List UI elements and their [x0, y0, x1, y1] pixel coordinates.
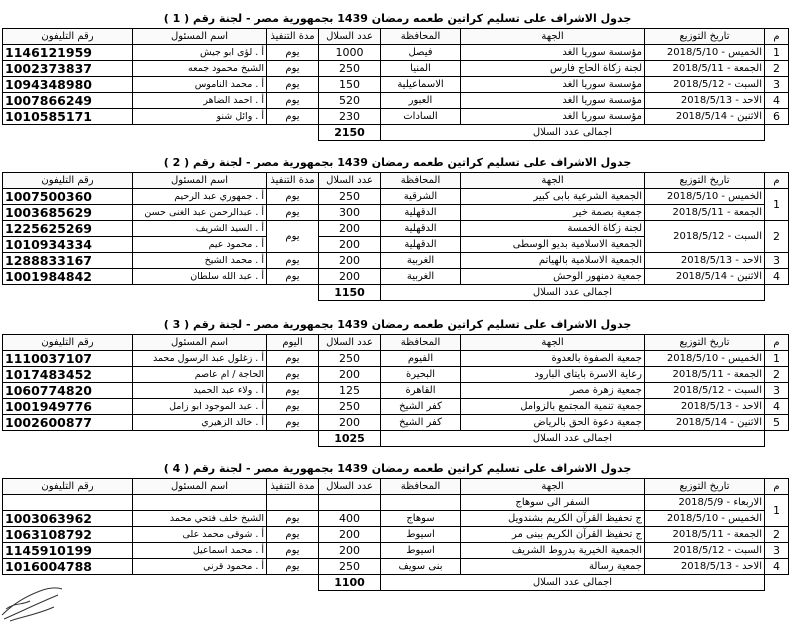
- cell-duration: يوم: [267, 109, 319, 125]
- header-duration: مدة التنفيذ: [267, 29, 319, 45]
- cell-count: 250: [319, 189, 381, 205]
- cell-org: جمعية الصفوة بالعدوة: [461, 351, 645, 367]
- cell-count: 250: [319, 351, 381, 367]
- cell-gov: الغربية: [381, 269, 461, 285]
- table-row: [3, 253, 789, 269]
- cell-count: 200: [319, 221, 381, 237]
- cell-org: لجنة زكاة الحاج فارس: [461, 61, 645, 77]
- cell-org: جمعية تنمية المجتمع بالزوامل: [461, 399, 645, 415]
- cell-org: السفر الى سوهاج: [461, 495, 645, 511]
- table-row: [3, 189, 789, 205]
- cell-gov: كفر الشيخ: [381, 399, 461, 415]
- cell-phone: 1063108792: [3, 527, 133, 543]
- cell-date: الجمعة - 2018/5/11: [645, 367, 765, 383]
- cell-count: 150: [319, 77, 381, 93]
- total-row: [3, 285, 789, 301]
- cell-org: الجمعية الاسلامية بديو الوسطى: [461, 237, 645, 253]
- cell-duration: يوم: [267, 189, 319, 205]
- cell-org: جمعية رسالة: [461, 559, 645, 575]
- cell-date: الاحد - 2018/5/13: [645, 93, 765, 109]
- header-phone: رقم التليفون: [3, 335, 133, 351]
- cell-duration: يوم: [267, 511, 319, 527]
- cell-duration: يوم: [267, 93, 319, 109]
- cell-duration: يوم: [267, 269, 319, 285]
- cell-gov: الشرقية: [381, 189, 461, 205]
- cell-name: أ . ولاء عبد الحميد: [133, 383, 267, 399]
- cell-m: 6: [765, 109, 789, 125]
- cell-gov: بنى سويف: [381, 559, 461, 575]
- cell-date: الخميس - 2018/5/10: [645, 189, 765, 205]
- cell-name: أ . محمد الناموس: [133, 77, 267, 93]
- table-row: [3, 109, 789, 125]
- cell-name: أ . محمد الشيخ: [133, 253, 267, 269]
- cell-count: 125: [319, 383, 381, 399]
- header-gov: المحافظة: [381, 173, 461, 189]
- header-m: م: [765, 479, 789, 495]
- header-count: عدد السلال: [319, 173, 381, 189]
- header-gov: المحافظة: [381, 479, 461, 495]
- header-org: الجهة: [461, 173, 645, 189]
- cell-m: 3: [765, 543, 789, 559]
- cell-phone: 1002373837: [3, 61, 133, 77]
- total-value: 1150: [319, 285, 381, 301]
- cell-duration: يوم: [267, 221, 319, 253]
- header-phone: رقم التليفون: [3, 479, 133, 495]
- cell-name: أ . محمود قرني: [133, 559, 267, 575]
- table-row: [3, 543, 789, 559]
- cell-phone: 1146121959: [3, 45, 133, 61]
- cell-gov: [381, 495, 461, 511]
- cell-gov: الفيوم: [381, 351, 461, 367]
- cell-gov: الغربية: [381, 253, 461, 269]
- cell-duration: [267, 495, 319, 511]
- table-row: [3, 559, 789, 575]
- cell-org: جمعية دمنهور الوحش: [461, 269, 645, 285]
- table-row: [3, 383, 789, 399]
- cell-date: الاحد - 2018/5/13: [645, 399, 765, 415]
- table-row: [3, 77, 789, 93]
- cell-duration: يوم: [267, 351, 319, 367]
- cell-phone: 1145910199: [3, 543, 133, 559]
- cell-phone: 1110037107: [3, 351, 133, 367]
- cell-gov: الدقهلية: [381, 237, 461, 253]
- cell-name: أ . شوقى محمد على: [133, 527, 267, 543]
- cell-org: مؤسسة سوريا الغد: [461, 109, 645, 125]
- cell-m: 2: [765, 527, 789, 543]
- table-row: [3, 61, 789, 77]
- header-date: تاريخ التوزيع: [645, 335, 765, 351]
- cell-gov: اسيوط: [381, 527, 461, 543]
- table-header-row: [3, 173, 789, 189]
- cell-duration: يوم: [267, 527, 319, 543]
- cell-duration: يوم: [267, 45, 319, 61]
- cell-date: السبت - 2018/5/12: [645, 77, 765, 93]
- cell-phone: 1010585171: [3, 109, 133, 125]
- header-name: اسم المسئول: [133, 479, 267, 495]
- cell-date: الجمعة - 2018/5/11: [645, 61, 765, 77]
- cell-m: 5: [765, 415, 789, 431]
- table-row: [3, 415, 789, 431]
- cell-name: أ . السيد الشريف: [133, 221, 267, 237]
- cell-duration: يوم: [267, 77, 319, 93]
- total-value: 1100: [319, 575, 381, 591]
- table-row: [3, 45, 789, 61]
- committee-title: جدول الاشراف على تسليم كراتين طعمه رمضان 1439 بجمهورية مصر - لجنة رقم ( 4 ): [163, 462, 632, 475]
- cell-count: 200: [319, 527, 381, 543]
- table-row: [3, 269, 789, 285]
- total-value: 1025: [319, 431, 381, 447]
- cell-count: 200: [319, 237, 381, 253]
- cell-phone: 1225625269: [3, 221, 133, 237]
- cell-gov: فيصل: [381, 45, 461, 61]
- cell-gov: كفر الشيخ: [381, 415, 461, 431]
- header-date: تاريخ التوزيع: [645, 479, 765, 495]
- handwritten-signature: [0, 575, 66, 625]
- cell-count: 520: [319, 93, 381, 109]
- cell-phone: 1001984842: [3, 269, 133, 285]
- cell-phone: 1016004788: [3, 559, 133, 575]
- header-org: الجهة: [461, 29, 645, 45]
- cell-date: الاربعاء - 2018/5/9: [645, 495, 765, 511]
- cell-org: رعاية الاسرة بايتاى البارود: [461, 367, 645, 383]
- cell-gov: الاسماعيلية: [381, 77, 461, 93]
- cell-count: 1000: [319, 45, 381, 61]
- table-header-row: [3, 335, 789, 351]
- committee-table: [2, 478, 789, 591]
- cell-name: أ . جمهوري عبد الرحيم: [133, 189, 267, 205]
- committee-table: [2, 172, 789, 301]
- cell-phone: 1003685629: [3, 205, 133, 221]
- cell-duration: يوم: [267, 253, 319, 269]
- cell-date: الجمعة - 2018/5/11: [645, 527, 765, 543]
- cell-name: الحاجة / ام عاصم: [133, 367, 267, 383]
- total-row: [3, 575, 789, 591]
- table-header-row: [3, 29, 789, 45]
- cell-phone: 1060774820: [3, 383, 133, 399]
- cell-org: جمعية دعوة الحق بالرياض: [461, 415, 645, 431]
- cell-m: 3: [765, 383, 789, 399]
- cell-date: الخميس - 2018/5/10: [645, 511, 765, 527]
- cell-name: أ . محمود عيم: [133, 237, 267, 253]
- cell-name: أ . خالد الزهيري: [133, 415, 267, 431]
- header-day: اليوم: [267, 335, 319, 351]
- committee-table: [2, 28, 789, 141]
- cell-duration: يوم: [267, 559, 319, 575]
- cell-date: الخميس - 2018/5/10: [645, 45, 765, 61]
- header-date: تاريخ التوزيع: [645, 29, 765, 45]
- table-row: [3, 511, 789, 527]
- cell-count: 300: [319, 205, 381, 221]
- cell-gov: الدقهلية: [381, 221, 461, 237]
- cell-name: أ . لؤى ابو جيش: [133, 45, 267, 61]
- cell-name: [133, 495, 267, 511]
- header-org: الجهة: [461, 335, 645, 351]
- cell-m: 1: [765, 495, 789, 527]
- cell-gov: البحيرة: [381, 367, 461, 383]
- cell-date: الخميس - 2018/5/10: [645, 351, 765, 367]
- cell-count: 200: [319, 253, 381, 269]
- cell-count: 200: [319, 269, 381, 285]
- cell-date: السبت - 2018/5/12: [645, 543, 765, 559]
- header-count: عدد السلال: [319, 29, 381, 45]
- cell-org: مؤسسة سوريا الغد: [461, 45, 645, 61]
- cell-phone: 1288833167: [3, 253, 133, 269]
- cell-m: 3: [765, 77, 789, 93]
- cell-duration: يوم: [267, 543, 319, 559]
- cell-m: 2: [765, 367, 789, 383]
- cell-count: 400: [319, 511, 381, 527]
- cell-m: 1: [765, 189, 789, 221]
- cell-name: الشيخ محمود جمعه: [133, 61, 267, 77]
- cell-phone: [3, 495, 133, 511]
- cell-org: جمعية بصمة خير: [461, 205, 645, 221]
- header-phone: رقم التليفون: [3, 173, 133, 189]
- header-m: م: [765, 335, 789, 351]
- header-m: م: [765, 173, 789, 189]
- cell-date: الاثنين - 2018/5/14: [645, 269, 765, 285]
- cell-gov: سوهاج: [381, 511, 461, 527]
- cell-date: الجمعة - 2018/5/11: [645, 205, 765, 221]
- cell-org: مؤسسة سوريا الغد: [461, 77, 645, 93]
- cell-count: 200: [319, 415, 381, 431]
- cell-phone: 1001949776: [3, 399, 133, 415]
- header-gov: المحافظة: [381, 29, 461, 45]
- header-duration: مدة التنفيذ: [267, 479, 319, 495]
- cell-gov: اسيوط: [381, 543, 461, 559]
- cell-org: ج تحفيظ القرآن الكريم بشندويل: [461, 511, 645, 527]
- cell-m: 2: [765, 221, 789, 253]
- cell-m: 2: [765, 61, 789, 77]
- table-row: [3, 527, 789, 543]
- header-m: م: [765, 29, 789, 45]
- cell-gov: القاهرة: [381, 383, 461, 399]
- cell-gov: الدقهلية: [381, 205, 461, 221]
- cell-phone: 1003063962: [3, 511, 133, 527]
- table-row: [3, 495, 789, 511]
- cell-count: [319, 495, 381, 511]
- total-row: [3, 125, 789, 141]
- cell-date: السبت - 2018/5/12: [645, 383, 765, 399]
- cell-phone: 1094348980: [3, 77, 133, 93]
- cell-m: 4: [765, 399, 789, 415]
- header-gov: المحافظة: [381, 335, 461, 351]
- cell-org: ج تحفيظ القرآن الكريم ببنى مر: [461, 527, 645, 543]
- cell-phone: 1007500360: [3, 189, 133, 205]
- header-name: اسم المسئول: [133, 29, 267, 45]
- cell-m: 1: [765, 45, 789, 61]
- cell-m: 1: [765, 351, 789, 367]
- cell-m: 4: [765, 93, 789, 109]
- header-duration: مدة التنفيذ: [267, 173, 319, 189]
- cell-date: الاحد - 2018/5/13: [645, 559, 765, 575]
- header-date: تاريخ التوزيع: [645, 173, 765, 189]
- cell-org: لجنة زكاة الخمسة: [461, 221, 645, 237]
- committee-title: جدول الاشراف على تسليم كراتين طعمه رمضان 1439 بجمهورية مصر - لجنة رقم ( 1 ): [163, 12, 632, 25]
- cell-m: 3: [765, 253, 789, 269]
- cell-gov: المنيا: [381, 61, 461, 77]
- cell-org: الجمعية الاسلامية بالهياتم: [461, 253, 645, 269]
- total-label: اجمالى عدد السلال: [381, 575, 765, 591]
- cell-date: الاثنين - 2018/5/14: [645, 109, 765, 125]
- cell-date: السبت - 2018/5/12: [645, 221, 765, 253]
- cell-name: الشيخ خلف فتحي محمد: [133, 511, 267, 527]
- cell-duration: يوم: [267, 399, 319, 415]
- cell-name: أ . عبدالرحمن عبد الغنى حسن: [133, 205, 267, 221]
- total-value: 2150: [319, 125, 381, 141]
- cell-m: 4: [765, 559, 789, 575]
- committee-title: جدول الاشراف على تسليم كراتين طعمه رمضان 1439 بجمهورية مصر - لجنة رقم ( 3 ): [163, 318, 632, 331]
- cell-duration: يوم: [267, 415, 319, 431]
- table-row: [3, 351, 789, 367]
- table-row: [3, 399, 789, 415]
- cell-gov: السادات: [381, 109, 461, 125]
- cell-org: الجمعية الخيرية بدروط الشريف: [461, 543, 645, 559]
- cell-count: 250: [319, 61, 381, 77]
- cell-org: جمعية زهرة مصر: [461, 383, 645, 399]
- table-header-row: [3, 479, 789, 495]
- cell-phone: 1007866249: [3, 93, 133, 109]
- cell-count: 250: [319, 399, 381, 415]
- cell-name: أ . احمد الضاهر: [133, 93, 267, 109]
- cell-count: 200: [319, 543, 381, 559]
- cell-gov: العبور: [381, 93, 461, 109]
- total-label: اجمالى عدد السلال: [381, 285, 765, 301]
- committee-table: [2, 334, 789, 447]
- table-row: [3, 367, 789, 383]
- cell-phone: 1010934334: [3, 237, 133, 253]
- cell-name: أ . عبد الموجود ابو زامل: [133, 399, 267, 415]
- table-row: [3, 205, 789, 221]
- cell-count: 250: [319, 559, 381, 575]
- header-count: عدد السلال: [319, 479, 381, 495]
- total-row: [3, 431, 789, 447]
- cell-phone: 1017483452: [3, 367, 133, 383]
- cell-name: أ . محمد اسماعيل: [133, 543, 267, 559]
- header-name: اسم المسئول: [133, 173, 267, 189]
- cell-duration: يوم: [267, 61, 319, 77]
- cell-duration: يوم: [267, 205, 319, 221]
- cell-org: الجمعية الشرعية بابى كبير: [461, 189, 645, 205]
- table-row: [3, 221, 789, 237]
- cell-org: مؤسسة سوريا الغد: [461, 93, 645, 109]
- cell-count: 200: [319, 367, 381, 383]
- committee-title: جدول الاشراف على تسليم كراتين طعمه رمضان 1439 بجمهورية مصر - لجنة رقم ( 2 ): [163, 156, 632, 169]
- cell-duration: يوم: [267, 383, 319, 399]
- cell-m: 4: [765, 269, 789, 285]
- cell-name: أ . وائل شنو: [133, 109, 267, 125]
- cell-date: الاحد - 2018/5/13: [645, 253, 765, 269]
- total-label: اجمالى عدد السلال: [381, 125, 765, 141]
- total-label: اجمالى عدد السلال: [381, 431, 765, 447]
- header-name: اسم المسئول: [133, 335, 267, 351]
- header-count: عدد السلال: [319, 335, 381, 351]
- cell-name: أ . زغلول عبد الرسول محمد: [133, 351, 267, 367]
- cell-date: الاثنين - 2018/5/14: [645, 415, 765, 431]
- cell-duration: يوم: [267, 367, 319, 383]
- table-row: [3, 93, 789, 109]
- cell-phone: 1002600877: [3, 415, 133, 431]
- cell-name: أ . عبد الله سلطان: [133, 269, 267, 285]
- header-org: الجهة: [461, 479, 645, 495]
- header-phone: رقم التليفون: [3, 29, 133, 45]
- cell-count: 230: [319, 109, 381, 125]
